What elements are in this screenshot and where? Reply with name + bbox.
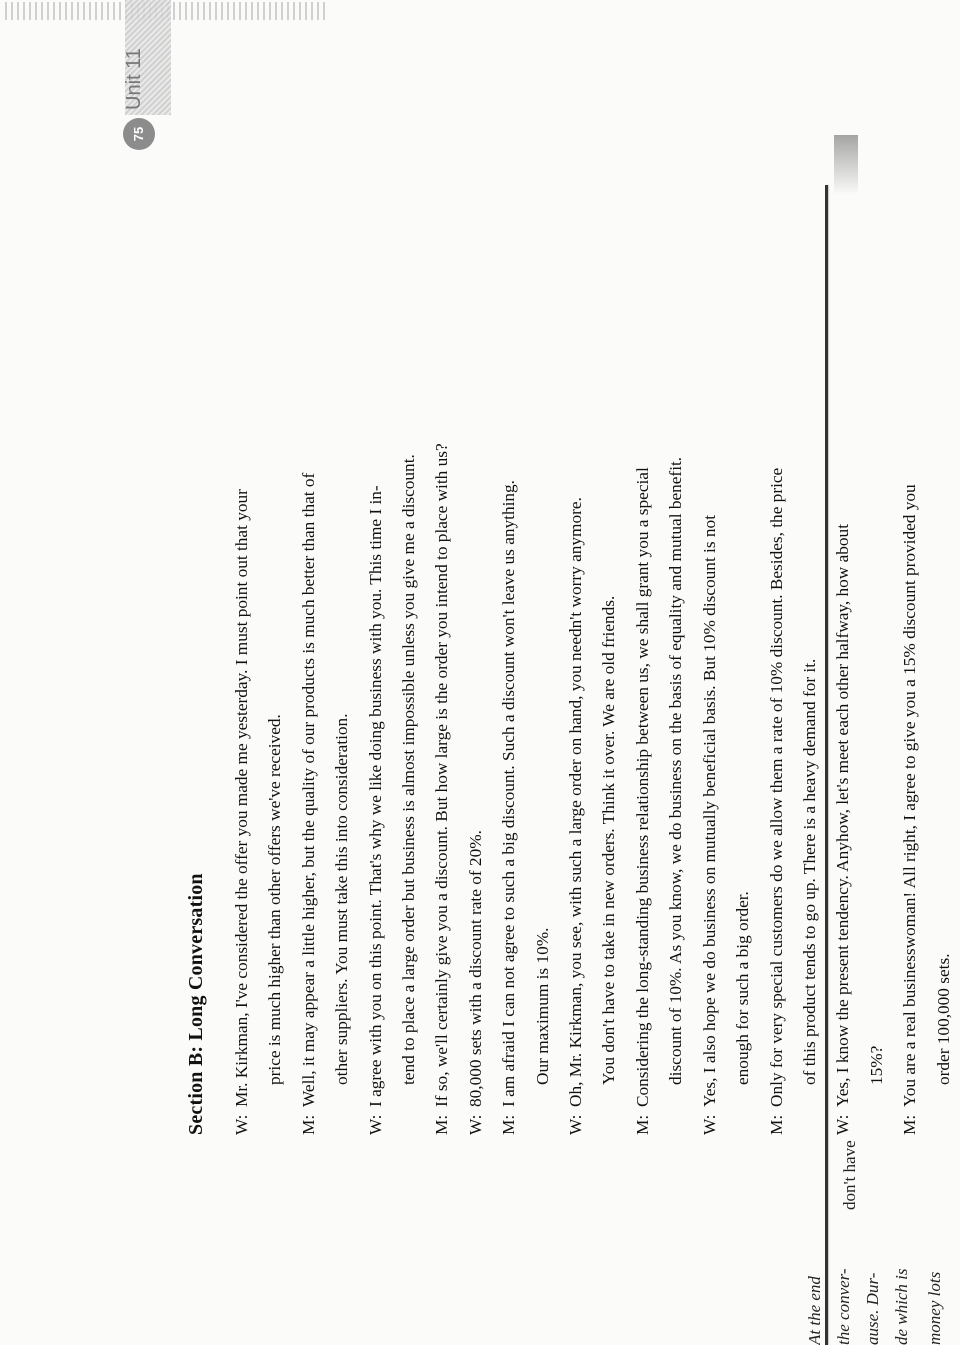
utterance [459,830,492,1107]
utterance-line: discount of 10%. As you know, we do business on the basis of equality and mutual benefit. [666,456,686,1085]
unit-label: Unit 11 [123,48,145,110]
speaker-label: W: [566,1114,586,1135]
utterance-line: You don't have to take in new orders. Think it over. We are old friends. [599,595,619,1085]
utterance [760,468,827,1107]
section-title: Section B: Long Conversation [185,873,207,1135]
utterance [626,457,693,1107]
fragment-line: de which is [892,1268,911,1345]
dialogue-turn [425,135,458,1135]
utterance-line: of this product tends to go up. There is a heavy demand for it. [799,658,819,1085]
dialogue-turn [359,135,426,1135]
utterance [225,489,292,1107]
speaker-label: M: [298,1114,318,1135]
dialogue-turn [626,135,693,1135]
conversation-transcript [225,135,960,1135]
utterance-line: Well, it may appear a little higher, but the quality of our products is much better than that of [298,472,318,1107]
speaker-label: W: [699,1114,719,1135]
utterance-line: If so, we'll certainly give you a discount. But how large is the order you intend to place with us? [432,443,452,1107]
utterance [359,454,426,1107]
dialogue-turn [225,135,292,1135]
speaker-label: W: [833,1114,853,1135]
fragment-line: don't have [840,1140,859,1210]
utterance-line: You are a real businesswoman! All right, I agree to give you a 15% discount provided you [900,484,920,1107]
utterance [693,515,760,1107]
utterance-line: Only for very special customers do we allow them a rate of 10% discount. Besides, the price [766,467,786,1107]
utterance-line: I am afraid I can not agree to such a big discount. Such a discount won't leave us anything. [499,480,519,1107]
utterance-line: enough for such a big order. [733,891,753,1085]
utterance-line: Mr. Kirkman, I've considered the offer you made me yesterday. I must point out that your [232,489,251,1107]
utterance [559,497,626,1107]
utterance-line: Yes, I also hope we do business on mutually beneficial basis. But 10% discount is not [699,515,719,1107]
utterance-line: tend to place a large order but business is almost impossible unless you give me a discount. [399,454,419,1085]
speaker-label: M: [432,1114,452,1135]
dialogue-turn [459,135,492,1135]
dialogue-turn [893,135,960,1135]
dialogue-turn [559,135,626,1135]
utterance-line: order 100,000 sets. [933,953,953,1085]
utterance-line: I agree with you on this point. That's why we like doing business with you. This time I in- [365,485,385,1107]
utterance [425,443,458,1107]
speaker-label: M: [766,1114,786,1135]
dialogue-turn [760,135,827,1135]
speaker-label: W: [365,1114,385,1135]
speaker-label: M: [900,1114,920,1135]
utterance-line: price is much higher than other offers we've received. [265,714,285,1085]
utterance-line: Oh, Mr. Kirkman, you see, with such a large order on hand, you needn't worry anymore. [566,497,586,1107]
utterance [292,473,359,1107]
utterance [893,484,960,1107]
fragment-line: money lots [925,1271,944,1345]
unit-header [115,0,175,150]
fragment-line: At the end [805,1276,824,1345]
speaker-label: M: [499,1114,519,1135]
utterance [492,480,559,1107]
utterance-line: Yes, I know the present tendency. Anyhow, let's meet each other halfway, how about [833,523,853,1107]
dialogue-turn [826,135,893,1135]
fragment-line: ause. Dur- [863,1272,882,1345]
dialogue-turn [292,135,359,1135]
utterance-line: Our maximum is 10%. [532,927,552,1085]
utterance-line: 15%? [866,1045,886,1085]
utterance-line: 80,000 sets with a discount rate of 20%. [465,830,485,1107]
utterance [826,524,893,1107]
speaker-label: M: [632,1114,652,1135]
page-number-badge: 75 [123,118,155,150]
dialogue-turn [693,135,760,1135]
speaker-label: W: [465,1114,485,1135]
utterance-line: other suppliers. You must take this into consideration. [332,713,352,1085]
dialogue-turn [492,135,559,1135]
speaker-label: W: [232,1114,251,1135]
utterance-line: Considering the long-standing business relationship between us, we shall grant you a special [632,467,652,1107]
fragment-line: the conver- [834,1268,853,1345]
